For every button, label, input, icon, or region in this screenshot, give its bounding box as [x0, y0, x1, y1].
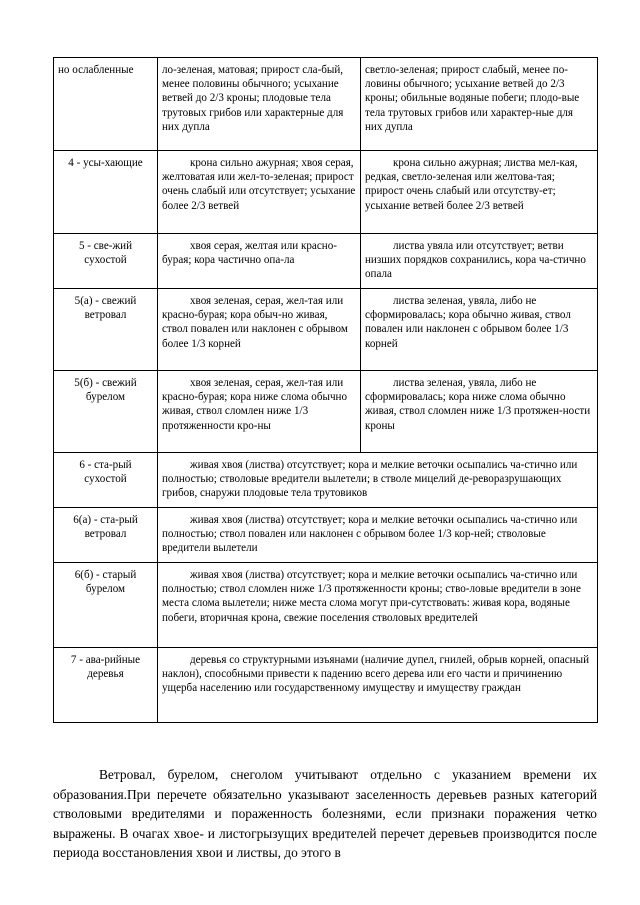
table-row — [54, 289, 598, 371]
category-cell: 4 - усы-хающие — [54, 151, 158, 234]
table-row — [54, 234, 598, 289]
deciduous-description-cell: крона сильно ажурная; листва мел-кая, редкая, светло-зеленая или желтова-тая; прирост очень слабый или отсутству-ет; усыхание ветвей более 2/3 ветвей — [361, 151, 598, 234]
table-body — [54, 58, 598, 723]
description-cell-merged: деревья со структурными изъянами (наличие дупел, гнилей, обрыв корней, опасный наклон), способными привести к падению всего дерева или его части и причинению ущерба населению или государственному имуществу и имуществу граждан — [158, 648, 598, 723]
category-cell: но ослабленные — [54, 58, 158, 151]
conifer-description-cell: хвоя зеленая, серая, жел-тая или красно-бурая; кора ниже слома обычно живая, ствол сломлен ниже 1/3 протяженности кро-ны — [158, 371, 361, 453]
table-row — [54, 151, 598, 234]
conifer-description-cell: хвоя зеленая, серая, жел-тая или красно-бурая; кора обыч-но живая, ствол повален или наклонен с обрывом более 1/3 корней — [158, 289, 361, 371]
table-row — [54, 371, 598, 453]
table-row — [54, 58, 598, 151]
category-cell: 6(б) - старый бурелом — [54, 563, 158, 648]
table-row — [54, 563, 598, 648]
deciduous-description-cell: листва зеленая, увяла, либо не сформировалась; кора ниже слома обычно живая, ствол сломлен ниже 1/3 протяжен-ности кроны — [361, 371, 598, 453]
table-row — [54, 453, 598, 508]
table-row — [54, 508, 598, 563]
description-cell-merged: живая хвоя (листва) отсутствует; кора и мелкие веточки осыпались ча-стично или полностью; стволовые вредители вылетели; в стволе мицелий де-реворазрушающих грибов, снаружи плодовые тела трутовиков — [158, 453, 598, 508]
table-row — [54, 648, 598, 723]
deciduous-description-cell: листва увяла или отсутствует; ветви низших порядков сохранились, кора ча-стично опала — [361, 234, 598, 289]
category-cell: 7 - ава-рийные деревья — [54, 648, 158, 723]
deciduous-description-cell: светло-зеленая; прирост слабый, менее по-ловины обычного; усыхание ветвей до 2/3 кроны; обильные водяные побеги; плодо-вые тела трутовых грибов или характер-ные для них дупла — [361, 58, 598, 151]
category-cell: 5 - све-жий сухостой — [54, 234, 158, 289]
conifer-description-cell: хвоя серая, желтая или красно-бурая; кора частично опа-ла — [158, 234, 361, 289]
body-paragraph: Ветровал, бурелом, снеголом учитывают отдельно с указанием времени их образования.При перечете обязательно указывают заселенность деревьев разных категорий стволовыми вредителями и пораженность болезнями, если признаки поражения четко выражены. В очагах хвое- и листогрызущих вредителей перечет деревьев производится после периода восстановления хвои и листвы, до этого в — [53, 767, 597, 861]
category-cell: 5(б) - свежий бурелом — [54, 371, 158, 453]
category-cell: 6(а) - ста-рый ветровал — [54, 508, 158, 563]
category-cell: 5(а) - свежий ветровал — [54, 289, 158, 371]
conifer-description-cell: ло-зеленая, матовая; прирост сла-бый, менее половины обычного; усыхание ветвей до 2/3 кроны; плодовые тела трутовых грибов или характерные для них дупла — [158, 58, 361, 151]
description-cell-merged: живая хвоя (листва) отсутствует; кора и мелкие веточки осыпались ча-стично или полностью; ствол сломлен ниже 1/3 протяженности кроны; ство-ловые вредители в зоне места слома вылетели; ниже места слома могут при-сутствовать: живая кора, водяные побеги, вторичная крона, свежие поселения стволовых вредителей — [158, 563, 598, 648]
conifer-description-cell: крона сильно ажурная; хвоя серая, желтоватая или жел-то-зеленая; прирост очень слабый или отсутствует; усыхание более 2/3 ветвей — [158, 151, 361, 234]
category-cell: 6 - ста-рый сухостой — [54, 453, 158, 508]
description-cell-merged: живая хвоя (листва) отсутствует; кора и мелкие веточки осыпались ча-стично или полностью; ствол повален или наклонен с обрывом более 1/3 кор-ней; стволовые вредители вылетели — [158, 508, 598, 563]
tree-condition-table — [53, 57, 598, 723]
deciduous-description-cell: листва зеленая, увяла, либо не сформировалась; кора обычно живая, ствол повален или наклонен с обрывом более 1/3 корней — [361, 289, 598, 371]
